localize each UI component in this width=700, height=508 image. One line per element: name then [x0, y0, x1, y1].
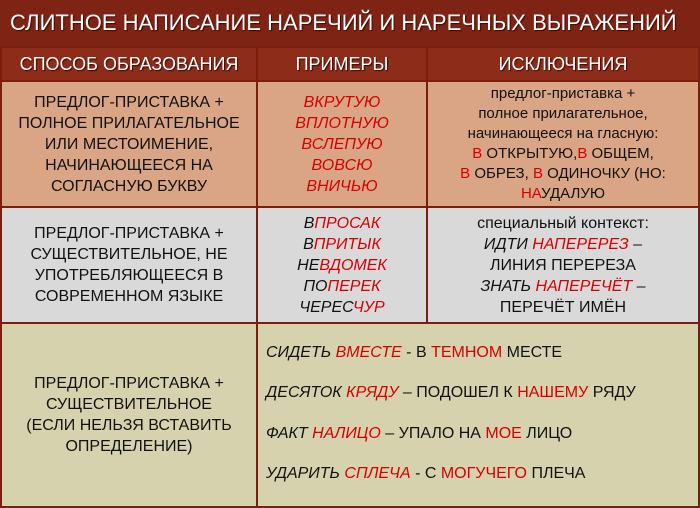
row2-example: ВПРОСАК	[303, 214, 381, 232]
row1-method-line: ПРЕДЛОГ-ПРИСТАВКА +	[34, 93, 224, 111]
row1-example: ВНИЧЬЮ	[306, 177, 378, 195]
row2-method-line: ПРЕДЛОГ-ПРИСТАВКА +	[34, 225, 224, 242]
exception-line: ПЕРЕЧЁТ ИМЁН	[499, 298, 627, 316]
row2-example: ЧЕРЕСЧУР	[299, 298, 385, 316]
exception-line: В ОБРЕЗ, В ОДИНОЧКУ (НО:	[460, 165, 666, 182]
exception-line: НАУДАЛУЮ	[520, 185, 606, 202]
row3-example: ФАКТ НАЛИЦО – УПАЛО НА МОЕ ЛИЦО	[266, 424, 573, 442]
row3-method-cell	[2, 324, 256, 506]
row1-example: ВОВСЮ	[311, 156, 373, 174]
row1-method-line: ПОЛНОЕ ПРИЛАГАТЕЛЬНОЕ	[18, 114, 240, 132]
row1-example: ВКРУТУЮ	[303, 93, 381, 111]
exception-line: полное прилагательное,	[478, 105, 648, 122]
row2-examples-cell	[258, 208, 426, 322]
row1-method-line: СОГЛАСНУЮ БУКВУ	[50, 177, 208, 195]
header-method: СПОСОБ ОБРАЗОВАНИЯ	[2, 48, 256, 80]
row1-method-cell	[2, 82, 256, 206]
row3-method-line: СУЩЕСТВИТЕЛЬНОЕ	[46, 396, 212, 413]
row1-method-line: НАЧИНАЮЩЕЕСЯ НА	[45, 156, 213, 174]
row2-example: НЕВДОМЕК	[297, 256, 387, 274]
row3-method-line: ПРЕДЛОГ-ПРИСТАВКА +	[34, 375, 224, 392]
row2-method-line: СОВРЕМЕННОМ ЯЗЫКЕ	[34, 288, 224, 305]
exception-line: предлог-приставка +	[490, 85, 636, 102]
row2-example: ПОПЕРЕК	[303, 277, 381, 295]
exception-line: специальный контекст:	[477, 214, 649, 232]
row1-example: ВПЛОТНУЮ	[295, 114, 389, 132]
row1-example: ВСЛЕПУЮ	[301, 135, 383, 153]
row2-method-line: СУЩЕСТВИТЕЛЬНОЕ, НЕ	[30, 246, 228, 263]
row3-examples-cell	[258, 324, 698, 506]
exception-line: ИДТИ НАПЕРЕРЕЗ –	[483, 235, 643, 253]
row1-examples-cell	[258, 82, 426, 206]
row3-method-line: (ЕСЛИ НЕЛЬЗЯ ВСТАВИТЬ	[26, 417, 232, 434]
row3-example: УДАРИТЬ СПЛЕЧА - С МОГУЧЕГО ПЛЕЧА	[266, 465, 586, 483]
row2-method-cell	[2, 208, 256, 322]
exception-line: начинающееся на гласную:	[467, 125, 659, 142]
row3-method-line: ОПРЕДЕЛЕНИЕ)	[65, 438, 193, 455]
header-exceptions: ИСКЛЮЧЕНИЯ	[428, 48, 698, 80]
exception-line: ЛИНИЯ ПЕРЕРЕЗА	[490, 256, 636, 274]
row3-example: ДЕСЯТОК КРЯДУ – ПОДОШЕЛ К НАШЕМУ РЯДУ	[266, 384, 636, 402]
row1-method-line: ИЛИ МЕСТОИМЕНИЕ,	[44, 135, 214, 153]
row2-method-line: УПОТРЕБЛЯЮЩЕЕСЯ В	[34, 267, 224, 284]
page-title: СЛИТНОЕ НАПИСАНИЕ НАРЕЧИЙ И НАРЕЧНЫХ ВЫРАЖЕНИЙ	[0, 0, 700, 46]
exception-line: ЗНАТЬ НАПЕРЕЧЁТ –	[480, 277, 646, 295]
header-examples: ПРИМЕРЫ	[258, 48, 426, 80]
row1-exceptions-cell	[428, 82, 698, 206]
row2-example: ВПРИТЫК	[303, 235, 381, 253]
row3-example: СИДЕТЬ ВМЕСТЕ - В ТЕМНОМ МЕСТЕ	[266, 343, 563, 361]
row2-exceptions-cell	[428, 208, 698, 322]
exception-line: В ОТКРЫТУЮ,В ОБЩЕМ,	[472, 145, 654, 162]
